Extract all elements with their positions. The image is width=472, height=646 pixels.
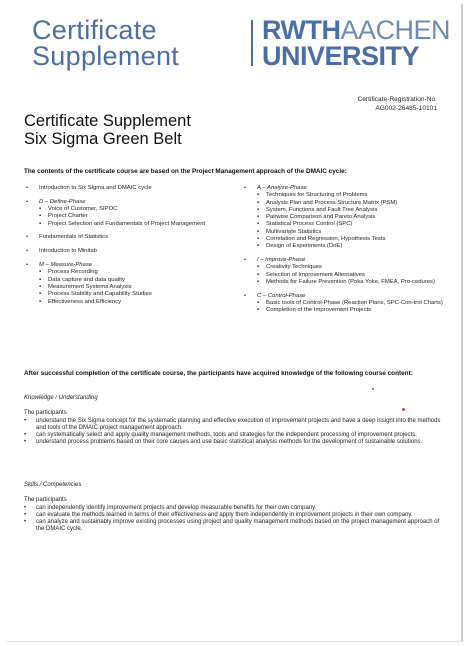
subtopic-text: Multivariate Statistics xyxy=(266,228,322,235)
ink-speck xyxy=(372,388,374,390)
subtopic-text: Basic tools of Control-Phase (Reaction Plans, SPC-Con-trol Charts) xyxy=(266,300,443,307)
subtopic-text: Pairwise Comparison and Pareto Analysis xyxy=(266,214,376,221)
subtopic-item xyxy=(39,269,221,276)
topic-heading: Introduction to Minitab xyxy=(39,248,97,255)
square-bullet-icon: ▪ xyxy=(257,271,260,278)
outcome-item xyxy=(24,505,444,512)
square-bullet-icon: ▪ xyxy=(39,298,42,305)
bullet-icon: • xyxy=(24,432,27,439)
bullet-icon: • xyxy=(244,257,247,264)
outcomes-heading: After successful completion of the certificate course, the participants have acquired knowledge of the following course content: xyxy=(24,370,413,377)
subtopic-item xyxy=(257,264,449,271)
square-bullet-icon: ▪ xyxy=(257,279,260,286)
topic-heading: Introduction to Six Sigma and DMAIC cycle xyxy=(39,185,152,191)
subtopic-text: Voice of Customer, SIPOC xyxy=(48,206,118,213)
subtopic-text: Process Stability and Capability Studies xyxy=(48,291,152,298)
square-bullet-icon: ▪ xyxy=(39,206,42,213)
square-bullet-icon: ▪ xyxy=(39,220,42,227)
square-bullet-icon: ▪ xyxy=(257,307,260,314)
bullet-icon: • xyxy=(244,292,247,299)
knowledge-section: Knowledge / Understanding The participants • understand the Six Sigma concept for the systematic planning and effective execution of improvement projects and have a deep insight into the methods and tools of the DMAIC project management approach. • can systematically select and apply quality management methods, tools and strategies for the independent processing of improvement projects. • understand process problems based on their core causes and use basic statistical analysis methods for the development of sustainable solutions. xyxy=(24,395,444,447)
subtopic-text: Process Recording xyxy=(48,269,98,276)
topic-group xyxy=(26,262,221,306)
bullet-icon: • xyxy=(26,248,29,255)
subtopic-item xyxy=(257,279,449,286)
subtopic-item xyxy=(257,214,449,221)
subtopic-text: Selection of Improvement Alternatives xyxy=(266,271,365,278)
topic-heading: I – Improve-Phase xyxy=(257,257,306,264)
topic-heading: M – Measure-Phase xyxy=(39,262,93,269)
topic-group xyxy=(244,185,449,251)
topic-group xyxy=(26,199,221,228)
subtopic-item xyxy=(257,243,449,250)
knowledge-list xyxy=(24,418,444,447)
certificate-page xyxy=(6,4,463,642)
topic-group xyxy=(244,257,449,286)
square-bullet-icon: ▪ xyxy=(257,300,260,307)
topic-heading: D – Define-Phase xyxy=(39,198,86,205)
subtopic-list xyxy=(39,206,221,228)
subtopic-text: Completion of the Improvement Projects xyxy=(266,307,372,314)
subtopic-text: System, Functions and Fault Tree Analysis xyxy=(266,206,378,213)
square-bullet-icon: ▪ xyxy=(257,199,260,206)
subtopic-text: Analysis Plan and Process Structure Matrix (PSM) xyxy=(266,199,398,206)
subtopic-item xyxy=(39,291,221,298)
rwth-aachen-logo: RWTHAACHEN UNIVERSITY xyxy=(262,15,451,71)
subtopic-item xyxy=(257,192,449,199)
bullet-icon: • xyxy=(24,504,27,511)
topic-heading: Fundamentals of Statistics xyxy=(39,234,109,241)
outcome-text: understand the Six Sigma concept for the systematic planning and effective execution of improvement projects and have a deep insight into the methods and tools of the DMAIC project management approach. xyxy=(36,417,441,431)
subtopic-item xyxy=(257,200,449,207)
subtopic-text: Statistical Process Control (SPC) xyxy=(266,221,353,228)
outcome-text: understand process problems based on their core causes and use basic statistical analysis methods for the development of sustainable solutions. xyxy=(36,439,423,446)
bullet-icon: • xyxy=(24,511,27,518)
topic-group xyxy=(26,234,221,241)
logo-divider xyxy=(251,20,253,66)
subtopic-text: Methods for Failure Prevention (Poka Yoke, FMEA, Pro-cedures) xyxy=(266,279,435,286)
subtopic-item xyxy=(257,272,449,279)
subtopic-item xyxy=(257,300,449,307)
square-bullet-icon: ▪ xyxy=(257,192,260,199)
subtopic-list xyxy=(39,269,221,305)
subtopic-item xyxy=(39,299,221,306)
ink-speck xyxy=(402,408,405,411)
subtopic-item xyxy=(257,307,449,314)
outcome-item xyxy=(24,439,444,446)
subtopic-text: Project Selection and Fundamentals of Project Management xyxy=(48,220,206,227)
subtopic-list xyxy=(257,300,449,315)
subtopic-list xyxy=(257,192,449,250)
square-bullet-icon: ▪ xyxy=(257,214,260,221)
square-bullet-icon: ▪ xyxy=(39,213,42,220)
course-intro: The contents of the certificate course are based on the Project Management approach of the DMAIC cycle: xyxy=(24,168,347,175)
outcome-text: can independently identify improvement projects and develop measurable benefits for their own company. xyxy=(36,504,317,511)
subtopic-text: Measurement Systems Analysis xyxy=(48,283,132,290)
outcome-item xyxy=(24,512,444,519)
course-topics-right xyxy=(244,185,449,321)
outcome-item xyxy=(24,432,444,439)
square-bullet-icon: ▪ xyxy=(257,206,260,213)
subtopic-text: Design of Experiments (DoE) xyxy=(266,243,343,250)
outcome-text: can analyze and sustainably improve existing processes using project and quality management methods based on the project management approach of the DMAIC cycle. xyxy=(36,519,440,533)
subtopic-item xyxy=(39,221,221,228)
square-bullet-icon: ▪ xyxy=(257,228,260,235)
square-bullet-icon: ▪ xyxy=(257,243,260,250)
subtopic-item xyxy=(257,229,449,236)
topic-heading: C – Control-Phase xyxy=(257,292,306,299)
outcome-item xyxy=(24,418,444,433)
outcome-item xyxy=(24,519,444,534)
subtopic-text: Correlation and Regression, Hypothesis Tests xyxy=(266,236,386,243)
bullet-icon: • xyxy=(26,262,29,269)
skills-section: Skills / Competencies The participants • can independently identify improvement projects and develop measurable benefits for their own company. • can evaluate the methods learned in terms of their effectiveness and apply them independently in improvement projects in their own company. • can analyze and sustainably improve existing processes using project and quality management methods based on the project management approach of the DMAIC cycle. xyxy=(24,482,444,534)
square-bullet-icon: ▪ xyxy=(39,291,42,298)
topic-group xyxy=(244,293,449,315)
skills-list xyxy=(24,505,444,534)
registration-number: Certificate-Registration-No. AG002-26485-10101 xyxy=(357,96,437,112)
square-bullet-icon: ▪ xyxy=(257,221,260,228)
subtopic-item xyxy=(39,277,221,284)
outcome-text: can evaluate the methods learned in terms of their effectiveness and apply them independently in improvement projects in their own company. xyxy=(36,511,413,518)
bullet-icon: • xyxy=(24,519,27,526)
subtopic-item xyxy=(39,284,221,291)
subtopic-item xyxy=(39,213,221,220)
square-bullet-icon: ▪ xyxy=(257,264,260,271)
subtopic-item xyxy=(39,206,221,213)
subtopic-item xyxy=(257,236,449,243)
course-topics-left xyxy=(26,185,221,312)
subtopic-item xyxy=(257,221,449,228)
square-bullet-icon: ▪ xyxy=(39,269,42,276)
subtopic-text: Techniques for Structuring of Problems xyxy=(266,192,368,199)
topic-heading: A – Analyze-Phase xyxy=(257,185,307,191)
subtopic-text: Data capture and data quality xyxy=(48,276,125,283)
square-bullet-icon: ▪ xyxy=(257,236,260,243)
subtopic-text: Creativity Techniques xyxy=(266,264,322,271)
subtopic-text: Project Charter xyxy=(48,213,88,220)
square-bullet-icon: ▪ xyxy=(39,283,42,290)
topic-group xyxy=(26,248,221,255)
subtopic-list xyxy=(257,264,449,286)
subtopic-text: Effectiveness and Efficiency xyxy=(48,298,122,305)
subtopic-item xyxy=(257,207,449,214)
bullet-icon: • xyxy=(26,234,29,241)
bullet-icon: • xyxy=(26,198,29,205)
bullet-icon: • xyxy=(244,185,247,191)
page-title: Certificate Supplement Six Sigma Green Belt xyxy=(24,112,191,148)
square-bullet-icon: ▪ xyxy=(39,276,42,283)
topic-group xyxy=(26,185,221,192)
bullet-icon: • xyxy=(24,439,27,446)
bullet-icon: • xyxy=(24,417,27,424)
bullet-icon: • xyxy=(26,185,29,191)
outcome-text: can systematically select and apply quality management methods, tools and strategies for the independent processing of improvement projects. xyxy=(36,432,417,439)
certificate-supplement-logo: Certificate Supplement xyxy=(32,15,180,71)
